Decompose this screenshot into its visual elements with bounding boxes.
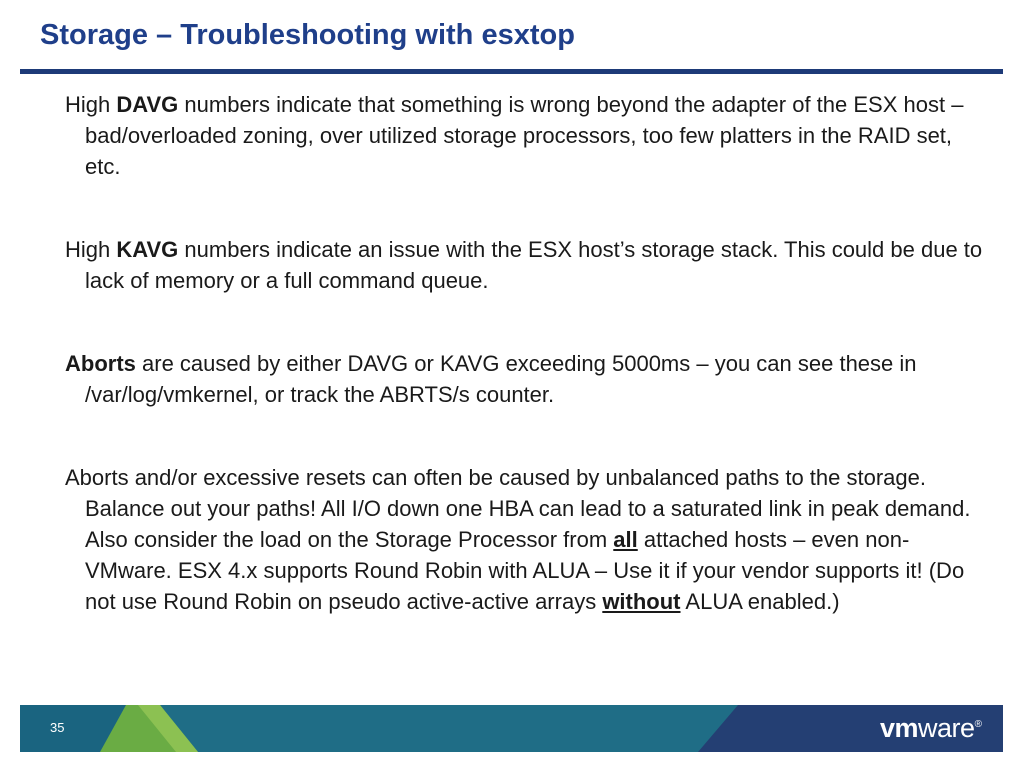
logo-suffix: ware [918,713,975,743]
term-aborts: Aborts [65,351,136,376]
vmware-logo [880,713,981,744]
paragraph-text: are caused by either DAVG or KAVG exceeding 5000ms – you can see these in /var/log/vmkernel, or track the ABRTS/s counter. [85,351,917,407]
footer-band-graphic [20,705,1003,752]
paragraph-aborts [65,348,990,410]
logo-prefix: vm [880,713,919,743]
term-davg: DAVG [116,92,179,117]
paragraph-text: ALUA enabled.) [680,589,840,614]
paragraph-lead: High [65,92,117,117]
paragraph-kavg [65,234,990,296]
logo-mark: ® [974,719,982,730]
term-kavg: KAVG [116,237,179,262]
page-number: 35 [50,720,65,735]
emphasis-all: all [613,527,638,552]
title-rule [20,69,1003,74]
footer-band [20,705,1003,752]
emphasis-without: without [602,589,681,614]
paragraph-paths [65,462,990,617]
slide-body [65,89,990,669]
paragraph-davg [65,89,990,182]
paragraph-text: numbers indicate an issue with the ESX host’s storage stack. This could be due to lack of memory or a full command queue. [85,237,983,293]
paragraph-text: attached hosts – even non-VMware. ESX 4.x supports Round Robin with ALUA – Use it if your vendor supports it! (Do not use Round Robin on pseudo active-active arrays [85,527,965,614]
paragraph-text: numbers indicate that something is wrong beyond the adapter of the ESX host – bad/overloaded zoning, over utilized storage processors, too few platters in the RAID set, etc. [85,92,964,179]
paragraph-lead: High [65,237,117,262]
paragraph-text: Aborts and/or excessive resets can often be caused by unbalanced paths to the storage. Balance out your paths! All I/O down one HBA can lead to a saturated link in peak demand. Also consider the load on the Storage Processor from [65,465,971,552]
slide-title: Storage – Troubleshooting with esxtop [40,19,575,51]
